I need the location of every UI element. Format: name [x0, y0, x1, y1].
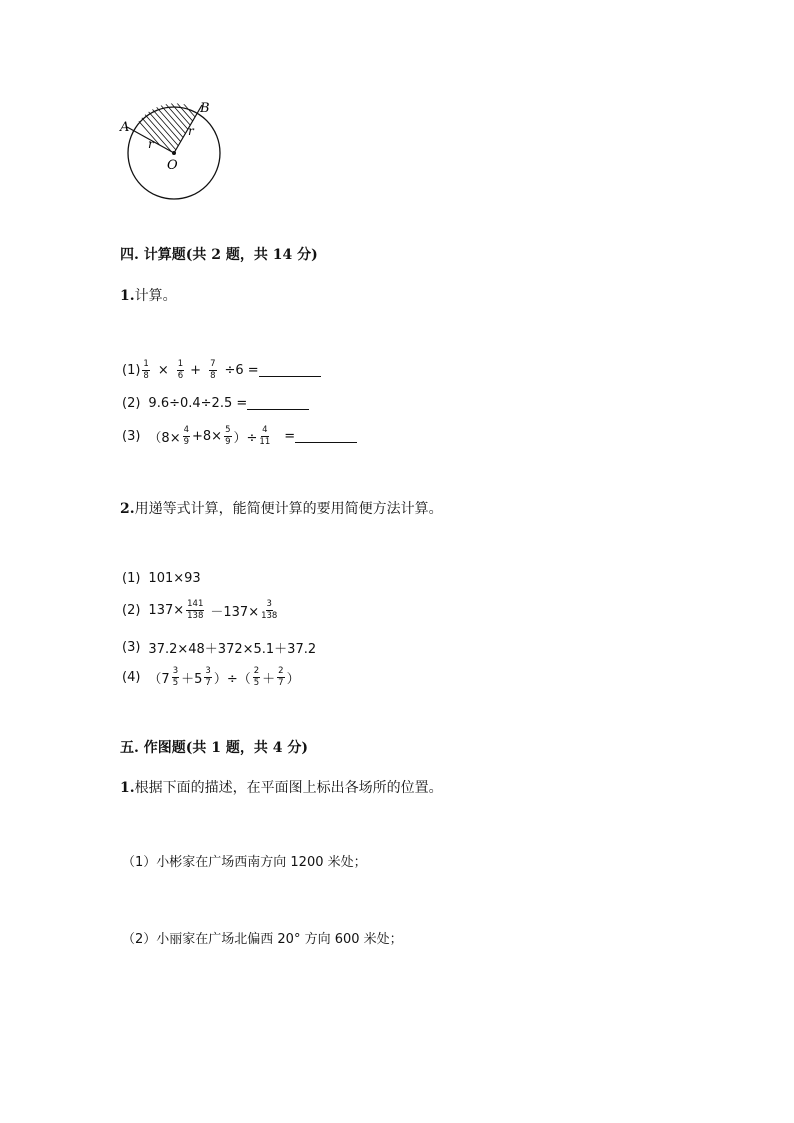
- label-r-left: r: [148, 137, 154, 151]
- operator: +: [190, 362, 202, 378]
- calc2-item-2: [122, 600, 279, 620]
- fraction: $\frac{4}{9}$: [183, 425, 190, 447]
- question-4-2-title: [120, 498, 443, 518]
- answer-blank[interactable]: [295, 430, 357, 443]
- calc2-item-3: [122, 638, 316, 657]
- item-label: (2): [122, 602, 141, 618]
- item-text: （2）小丽家在广场北偏西 20° 方向 600 米处；: [122, 932, 403, 947]
- expression-open: （8×: [148, 430, 181, 446]
- label-r-right: r: [188, 124, 194, 138]
- item-label: (3): [122, 428, 141, 444]
- expression-div: ）÷（: [213, 671, 251, 687]
- question-text: 用递等式计算，能简便计算的要用简便方法计算。: [134, 501, 443, 517]
- circle-sector-figure: [110, 96, 230, 206]
- expression: 101×93: [148, 571, 201, 586]
- expression-plus: ＋: [262, 671, 276, 687]
- item-label: (3): [122, 640, 141, 655]
- drawing-item-2: [122, 928, 403, 947]
- expression-b: －137×: [210, 604, 260, 620]
- calc-item-1: [122, 360, 321, 380]
- answer-blank[interactable]: [259, 364, 321, 377]
- answer-blank[interactable]: [247, 397, 309, 410]
- expression-open: （7: [148, 671, 170, 687]
- center-point: [172, 151, 176, 155]
- section-4-heading: 四. 计算题(共 2 题，共 14 分): [120, 247, 318, 263]
- label-B: B: [200, 101, 210, 116]
- question-number: 2.: [120, 501, 135, 517]
- equals: =: [284, 428, 296, 444]
- fraction: $\frac{1}{6}$: [177, 359, 184, 381]
- question-number: 1.: [120, 288, 135, 304]
- fraction: $\frac{3}{7}$: [205, 666, 211, 688]
- expression-close: ）: [286, 671, 300, 687]
- calc-item-3: [122, 426, 357, 446]
- expression: 37.2×48＋372×5.1＋37.2: [148, 642, 317, 657]
- fraction: $\frac{4}{11}$: [259, 425, 271, 447]
- fraction: $\frac{3}{138}$: [261, 599, 278, 621]
- calc-item-2: [122, 396, 309, 411]
- item-label: (2): [122, 396, 141, 411]
- operator: ×: [157, 362, 169, 378]
- expression-rest: ÷6 =: [224, 362, 259, 378]
- expression-a: 137×: [148, 602, 185, 618]
- question-text: 计算。: [134, 288, 177, 304]
- label-A: A: [120, 120, 130, 135]
- question-4-1-title: [120, 285, 177, 305]
- item-label: (1): [122, 362, 141, 378]
- fraction: $\frac{2}{5}$: [253, 666, 260, 688]
- label-O: O: [167, 158, 178, 173]
- item-label: (4): [122, 669, 141, 685]
- fraction: $\frac{141}{138}$: [187, 599, 204, 621]
- expression: 9.6÷0.4÷2.5 =: [148, 396, 248, 411]
- fraction: $\frac{7}{8}$: [210, 359, 216, 381]
- question-5-1-title: [120, 777, 443, 797]
- fraction: $\frac{2}{7}$: [278, 666, 284, 688]
- section-5-heading: 五. 作图题(共 1 题，共 4 分): [120, 740, 308, 756]
- item-text: （1）小彬家在广场西南方向 1200 米处；: [122, 855, 367, 870]
- question-number: 1.: [120, 780, 135, 796]
- expression-close: ）÷: [233, 430, 258, 446]
- fraction: $\frac{1}{8}$: [143, 359, 149, 381]
- expression-plus: ＋5: [181, 671, 203, 687]
- item-label: (1): [122, 571, 141, 586]
- fraction: $\frac{3}{5}$: [172, 666, 179, 688]
- expression-mid: +8×: [192, 428, 223, 444]
- calc2-item-1: [122, 571, 201, 586]
- drawing-item-1: [122, 851, 367, 870]
- question-text: 根据下面的描述，在平面图上标出各场所的位置。: [134, 780, 443, 796]
- calc2-item-4: [122, 667, 300, 687]
- fraction: $\frac{5}{9}$: [225, 425, 231, 447]
